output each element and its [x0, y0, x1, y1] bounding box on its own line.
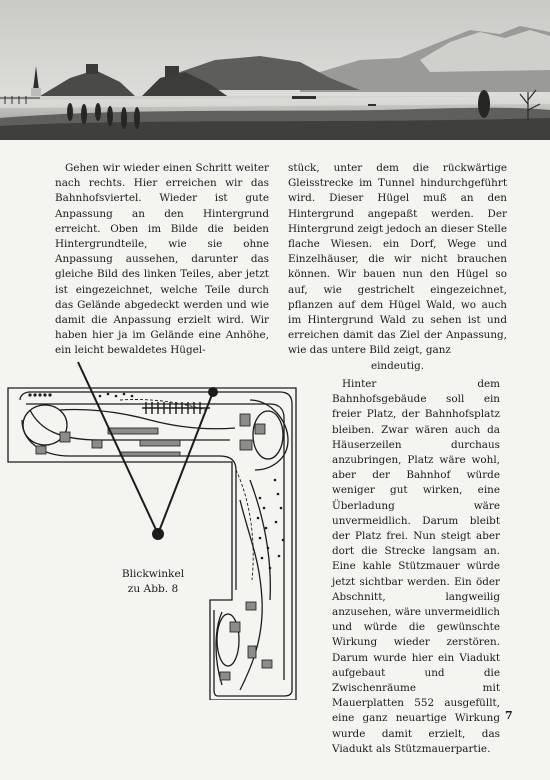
left-text-column — [55, 161, 269, 359]
page-number: 7 — [505, 709, 513, 722]
viewpoint-marker-top — [208, 387, 218, 397]
right-paragraph-bottom: Hinter dem Bahnhofsgebäude soll ein freier Platz, der Bahnhofsplatz bleiben. Zwar wären auch da Häuserzeilen durchaus anzubringen, Platz wäre wohl, aber der Bahnhof würde weniger gut wirken, eine Überladung wäre unvermeidlich. Darum bleibt der Platz frei. Nun steigt aber dort die Strecke langsam an. Eine kahle Stützmauer würde jetzt sichtbar werden. Ein öder Abschnitt, langweilig anzusehen, wäre unvermeidlich und würde die gewünschte Wirkung wieder zerstören. Darum wurde hier ein Viadukt aufgebaut und die Zwischenräume mit Mauerplatten 552 ausgefüllt, eine ganz neuartige Wirkung wurde damit erzielt, das Viadukt als Stützmauerpartie. — [332, 378, 500, 755]
figure-caption-line1: Blickwinkel — [121, 568, 185, 580]
figure-caption — [103, 567, 203, 597]
viewpoint-marker — [152, 528, 164, 540]
left-paragraph: Gehen wir wieder einen Schritt weiter nach rechts. Hier erreichen wir das Bahnhofsviertel. Wieder ist gute Anpassung an den Hintergrund erreicht. Oben im Bilde die beiden Hintergrundteile, wie sie ohne Anpassung aussehen, darunter das gleiche Bild des linken Teiles, aber jetzt ist eingezeichnet, welche Teile durch das Gelände abgedeckt werden und wie damit die Anpassung erzielt wird. Wir haben hier ja im Gelände eine Anhöhe, ein leicht bewaldetes Hügel- — [55, 162, 269, 357]
right-text-column-top — [288, 161, 507, 374]
right-text-column-bottom — [332, 377, 500, 757]
landscape-banner-image — [0, 0, 550, 140]
right-paragraph-top-end: eindeutig. — [370, 359, 425, 372]
figure-caption-line2: zu Abb. 8 — [127, 583, 179, 595]
track-layout-plan-diagram — [0, 360, 330, 700]
right-paragraph-top: stück, unter dem die rückwärtige Gleisstrecke im Tunnel hindurchgeführt wird. Dieser Hügel muß an den Hintergrund angepaßt werden. Der Hintergrund zeigt jedoch an dieser Stelle flache Wiesen. ein Dorf, Wege und Einzelhäuser, die wir nicht brauchen können. Wir bauen nun den Hügel so auf, wie gestrichelt eingezeichnet, pflanzen auf dem Hügel Wald, wo auch im Hintergrund Wald zu sehen ist und erreichen damit das Ziel der Anpassung, wie das untere Bild zeigt, ganz — [288, 162, 507, 357]
view-angle-line-right — [158, 392, 213, 534]
